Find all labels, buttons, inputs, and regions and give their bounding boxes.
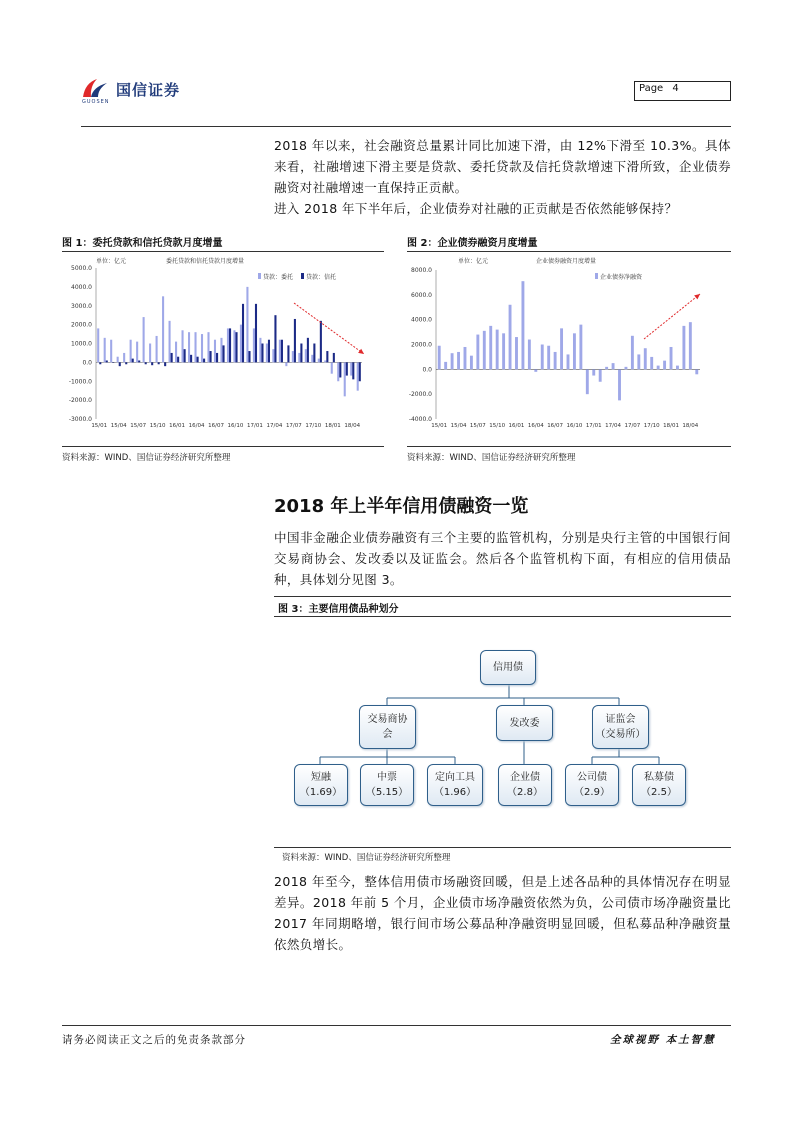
chart1-bar-entrusted	[188, 332, 190, 362]
figure2-source: 资料来源：WIND、国信证券经济研究所整理	[407, 453, 576, 463]
chart2-bar-bond	[579, 325, 582, 370]
chart1-bar-trust	[197, 357, 199, 363]
chart1-bar-trust	[326, 351, 328, 362]
chart1-bar-trust	[99, 362, 101, 364]
chart2-bar-bond	[676, 366, 679, 370]
chart1-bar-entrusted	[279, 340, 281, 363]
chart1-ytick-label: -1000.0	[68, 378, 92, 386]
figure1-top-rule	[62, 251, 384, 252]
chart2-bar-bond	[663, 361, 666, 370]
chart1-xtick-label: 17/01	[247, 423, 263, 429]
mtn-name: 中票	[377, 772, 397, 783]
chart1-bar-entrusted	[97, 328, 99, 362]
chart2-xtick-label: 18/01	[663, 423, 679, 429]
company-logo	[81, 74, 201, 104]
logo-en: GUOSEN	[82, 99, 110, 105]
chart1-bar-trust	[255, 304, 257, 363]
chart1-bar-entrusted	[233, 330, 235, 362]
chart1-bar-trust	[359, 362, 361, 381]
figure3-title: 图 3：主要信用债品种划分	[278, 604, 399, 615]
chart2-bar-bond	[464, 347, 467, 369]
chart1-bar-entrusted	[246, 287, 248, 363]
figure3-bottom-rule	[274, 847, 731, 848]
footer-disclaimer: 请务必阅读正文之后的免责条款部分	[62, 1034, 246, 1046]
figure2-title: 图 2：企业债券融资月度增量	[407, 238, 538, 249]
chart1-bar-trust	[184, 349, 186, 362]
short-term-bill-name: 短融	[311, 772, 331, 783]
chart1-bar-trust	[138, 360, 140, 362]
chart1-bar-entrusted	[350, 362, 352, 375]
figure3-top-rule	[274, 596, 731, 597]
node-ppn	[427, 764, 483, 806]
chart1-legend-swatch	[258, 273, 261, 279]
chart1-title: 委托贷款和信托贷款月度增量	[166, 258, 245, 265]
chart1-bar-entrusted	[292, 351, 294, 362]
chart1-legend-swatch	[301, 273, 304, 279]
node-corporate-bond	[565, 764, 619, 806]
chart1-bar-trust	[171, 353, 173, 362]
chart1-bar-entrusted	[214, 340, 216, 363]
chart1-ytick-label: 2000.0	[71, 321, 92, 329]
chart1-xtick-label: 15/07	[130, 423, 147, 429]
chart1-bar-trust	[346, 362, 348, 375]
figure3-title-rule	[274, 616, 731, 617]
chart1-ytick-label: 0.0	[82, 359, 92, 367]
chart2-xtick-label: 15/01	[431, 423, 448, 429]
chart2-xtick-label: 16/01	[508, 423, 525, 429]
chart1-bar-entrusted	[272, 349, 274, 362]
header-rule	[81, 126, 731, 127]
chart1-bar-trust	[164, 362, 166, 366]
chart1-bar-trust	[125, 362, 127, 364]
chart2-bar-bond	[438, 346, 441, 370]
chart1-xtick-label: 16/04	[188, 423, 205, 429]
chart1-bar-trust	[119, 362, 121, 366]
chart1-bar-entrusted	[162, 296, 164, 362]
chart1-bar-trust	[274, 315, 276, 362]
chart1-xtick-label: 18/01	[324, 423, 341, 429]
chart1-xtick-label: 17/04	[266, 423, 283, 429]
chart2-bar-bond	[682, 326, 685, 369]
chart2-bar-bond	[567, 354, 570, 369]
section-paragraph: 中国非金融企业债券融资有三个主要的监管机构，分别是央行主管的中国银行间交易商协会、发改委以及证监会。然后各个监管机构下面，有相应的信用债品种，具体划分见图 3。	[274, 530, 731, 587]
chart1-bar-entrusted	[240, 325, 242, 363]
node-nafmii-line2: 会	[382, 729, 393, 740]
chart1-bar-entrusted	[266, 344, 268, 363]
chart2-bar-bond	[554, 352, 557, 369]
corporate-bond-value: （2.9）	[574, 787, 610, 798]
chart1-trend-arrowhead	[358, 349, 364, 354]
node-csrc	[592, 705, 649, 749]
chart1-bar-entrusted	[259, 338, 261, 363]
chart2-title: 企业债券融资月度增量	[536, 258, 597, 265]
chart1-bar-trust	[229, 328, 231, 362]
chart2-ytick-label: 0.0	[422, 366, 432, 374]
chart2-bar-bond	[502, 333, 505, 369]
chart1-bar-entrusted	[117, 357, 119, 363]
chart2-bar-bond	[695, 369, 698, 374]
chart2-bar-bond	[618, 369, 621, 400]
chart1-bar-entrusted	[227, 328, 229, 362]
chart2-unit-label: 单位：亿元	[458, 258, 489, 265]
chart1-bar-trust	[313, 344, 315, 363]
chart1-bar-trust	[333, 353, 335, 362]
chart2-ytick-label: 6000.0	[411, 291, 432, 299]
chart2-bar-bond	[586, 369, 589, 394]
chart1-bar-trust	[223, 345, 225, 362]
chart1-bar-entrusted	[305, 349, 307, 362]
chart2-bar-bond	[483, 331, 486, 369]
chart1-bar-entrusted	[337, 362, 339, 381]
chart1-bar-entrusted	[298, 353, 300, 362]
chart2-bar-bond	[521, 281, 524, 369]
node-credit-bond-label: 信用债	[493, 662, 523, 673]
chart2-bar-bond	[650, 357, 653, 369]
private-bond-value: （2.5）	[641, 787, 677, 798]
chart1-bar-trust	[158, 362, 160, 364]
intro-paragraph-2: 进入 2018 年下半年后，企业债券对社融的正贡献是否依然能够保持？	[274, 201, 678, 216]
figure1-bottom-rule	[62, 446, 384, 447]
chart1-bar-trust	[203, 359, 205, 363]
chart2-xtick-label: 16/07	[547, 423, 564, 429]
chart1-bar-trust	[339, 362, 341, 377]
chart1-xtick-label: 16/10	[227, 423, 244, 429]
chart2-bar-bond	[476, 335, 479, 370]
chart2-legend-swatch	[595, 273, 598, 279]
chart2-ytick-label: 2000.0	[411, 341, 432, 349]
chart1-trend-arrow	[294, 303, 364, 354]
chart2-bar-bond	[599, 369, 602, 381]
chart1-bar-entrusted	[110, 340, 112, 363]
chart2-ytick-label: 8000.0	[411, 267, 432, 274]
chart2-xtick-label: 18/04	[682, 423, 699, 429]
chart2-bar-bond	[631, 336, 634, 370]
chart1-bar-entrusted	[344, 362, 346, 396]
chart1-bar-trust	[190, 355, 192, 363]
chart2-xtick-label: 15/07	[469, 423, 486, 429]
chart1-bar-trust	[352, 362, 354, 379]
node-enterprise-bond	[498, 764, 552, 806]
ppn-name: 定向工具	[435, 772, 475, 783]
page-number-box	[634, 81, 731, 101]
chart1-ytick-label: 5000.0	[71, 265, 92, 272]
chart2-bar-bond	[605, 367, 608, 369]
chart1-bar-trust	[307, 338, 309, 363]
chart2-bar-bond	[592, 369, 595, 375]
chart2-ytick-label: 4000.0	[411, 316, 432, 324]
chart2-ytick-label: -2000.0	[408, 391, 432, 399]
chart1-xtick-label: 16/07	[208, 423, 224, 429]
chart2-bar-bond	[644, 348, 647, 369]
chart2-bar-bond	[444, 362, 447, 369]
chart1-bar-entrusted	[311, 355, 313, 363]
chart1-ytick-label: 3000.0	[71, 302, 92, 310]
chart2-xtick-label: 16/10	[566, 423, 583, 429]
chart1-bar-entrusted	[357, 362, 359, 390]
chart1-bar-trust	[281, 340, 283, 363]
closing-paragraph: 2018 年至今，整体信用债市场融资回暖，但是上述各品种的具体情况存在明显差异。2018 年前 5 个月，企业债市场净融资依然为负，公司债市场净融资量比 2017 年同期略增，银行间市场公募品种净融资明显回暖，但私募品种净融资量依然负增长。	[274, 874, 731, 952]
chart2-svg	[400, 253, 731, 441]
chart1-bar-trust	[320, 321, 322, 363]
node-credit-bond	[480, 650, 536, 685]
chart1-bar-trust	[132, 359, 134, 363]
chart2-bar-bond	[625, 367, 628, 369]
node-mtn	[360, 764, 414, 806]
logo-mark-icon	[81, 77, 109, 99]
mtn-value: （5.15）	[365, 787, 409, 798]
node-csrc-line2: （交易所）	[595, 729, 646, 740]
chart1-xtick-label: 17/10	[305, 423, 322, 429]
chart1-bar-entrusted	[318, 359, 320, 363]
chart1-bar-entrusted	[201, 334, 203, 362]
node-nafmii	[359, 705, 416, 749]
node-short-term-bill	[294, 764, 348, 806]
chart2-xtick-label: 17/07	[624, 423, 641, 429]
chart1-legend-label: 贷款：委托	[263, 274, 294, 281]
chart2-bar-bond	[534, 369, 537, 371]
chart1-bar-trust	[210, 351, 212, 362]
ppn-value: （1.96）	[433, 787, 477, 798]
chart1-bar-entrusted	[285, 362, 287, 366]
chart2-bar-bond	[689, 322, 692, 369]
chart2-bar-bond	[560, 328, 563, 369]
chart1-bar-trust	[248, 351, 250, 362]
chart1-unit-label: 单位：亿元	[96, 258, 127, 265]
chart1-bar-entrusted	[175, 342, 177, 363]
chart1-bar-entrusted	[143, 317, 145, 362]
chart2-bar-bond	[528, 340, 531, 370]
chart2-xtick-label: 16/04	[527, 423, 544, 429]
chart1-bar-entrusted	[220, 338, 222, 363]
figure2-top-rule	[407, 251, 731, 252]
intro-paragraph-1: 2018 年以来，社会融资总量累计同比加速下滑，由 12%下滑至 10.3%。具体来看，社融增速下滑主要是贷款、委托贷款及信托贷款增速下滑所致，企业债券融资对社融增速一直保持正贡献。	[274, 138, 731, 195]
chart2-bar-bond	[547, 346, 550, 370]
chart2-bar-bond	[541, 345, 544, 370]
chart2-bar-bond	[496, 330, 499, 370]
chart1-bar-trust	[216, 353, 218, 362]
private-bond-name: 私募债	[644, 772, 674, 783]
chart2-legend-label: 企业债券净融资	[600, 274, 643, 281]
chart2-bar-bond	[515, 337, 518, 369]
chart1-xtick-label: 15/10	[149, 423, 166, 429]
chart2-ytick-label: -4000.0	[408, 416, 432, 423]
chart1-ytick-label: 1000.0	[71, 340, 92, 348]
figure1-source: 资料来源：WIND、国信证券经济研究所整理	[62, 453, 231, 463]
chart1-bar-entrusted	[182, 330, 184, 362]
chart2-bar-bond	[573, 333, 576, 369]
page-number: 4	[672, 83, 679, 94]
node-nafmii-line1: 交易商协	[367, 714, 408, 725]
logo-cn: 国信证券	[116, 81, 181, 99]
chart1-ytick-label: 4000.0	[71, 283, 92, 291]
chart1-bar-trust	[268, 340, 270, 363]
chart1-bar-entrusted	[136, 342, 138, 363]
chart2-bar-bond	[489, 326, 492, 369]
chart2-trend-arrowhead	[694, 294, 700, 299]
chart2-xtick-label: 15/10	[489, 423, 506, 429]
chart1-bar-entrusted	[331, 362, 333, 373]
chart1-bar-trust	[145, 362, 147, 364]
chart1-bar-trust	[300, 344, 302, 363]
chart1-bar-entrusted	[324, 360, 326, 362]
chart1-xtick-label: 15/04	[110, 423, 127, 429]
chart2-bar-bond	[612, 363, 615, 369]
node-ndrc-label: 发改委	[509, 717, 540, 729]
figure3-source: 资料来源：WIND、国信证券经济研究所整理	[282, 853, 451, 863]
chart1-bar-entrusted	[156, 336, 158, 362]
chart1-bar-entrusted	[207, 332, 209, 362]
chart2-bar-bond	[637, 354, 640, 369]
chart1-bar-entrusted	[169, 321, 171, 363]
chart1-bar-entrusted	[123, 353, 125, 362]
chart2-bar-bond	[657, 366, 660, 370]
chart1-bar-trust	[177, 357, 179, 363]
chart2-bar-bond	[470, 356, 473, 370]
chart1-bar-trust	[287, 345, 289, 362]
chart1-svg	[62, 253, 384, 441]
chart2-bar-bond	[509, 305, 512, 370]
chart1-bar-trust	[242, 304, 244, 363]
chart1-bar-trust	[112, 362, 114, 363]
node-private-bond	[632, 764, 686, 806]
credit-bond-tree	[274, 620, 731, 845]
chart1-xtick-label: 15/01	[91, 423, 108, 429]
short-term-bill-value: （1.69）	[299, 787, 343, 798]
figure2-bottom-rule	[407, 446, 731, 447]
chart1-legend-label: 贷款：信托	[306, 274, 337, 281]
chart1-bar-trust	[294, 319, 296, 362]
chart1-bar-trust	[261, 344, 263, 363]
chart2-bar-bond	[670, 347, 673, 369]
corporate-bond-name: 公司债	[577, 772, 607, 783]
chart2-xtick-label: 17/04	[605, 423, 622, 429]
chart2-xtick-label: 15/04	[450, 423, 467, 429]
node-csrc-line1: 证监会	[605, 714, 636, 725]
section-heading: 2018 年上半年信用债融资一览	[274, 496, 529, 517]
chart1-xtick-label: 17/07	[285, 423, 302, 429]
enterprise-bond-value: （2.8）	[507, 787, 543, 798]
figure1-title: 图 1：委托贷款和信托贷款月度增量	[62, 238, 223, 249]
node-ndrc	[496, 705, 553, 741]
chart1-bar-entrusted	[104, 338, 106, 363]
chart2-bar-bond	[457, 352, 460, 369]
chart1-xtick-label: 16/01	[169, 423, 186, 429]
chart1-ytick-label: -3000.0	[68, 416, 92, 423]
chart2-xtick-label: 17/01	[585, 423, 602, 429]
footer-rule	[62, 1025, 731, 1026]
chart1-bar-trust	[235, 332, 237, 362]
chart1-bar-entrusted	[194, 332, 196, 362]
chart1-bar-entrusted	[130, 340, 132, 363]
chart1-bar-trust	[151, 362, 153, 365]
chart1-bar-entrusted	[149, 344, 151, 363]
page-label: Page	[639, 83, 664, 94]
chart1-bar-trust	[106, 360, 108, 362]
footer-slogan: 全球视野 本土智慧	[610, 1034, 716, 1046]
chart2-xtick-label: 17/10	[643, 423, 660, 429]
chart1-xtick-label: 18/04	[344, 423, 361, 429]
enterprise-bond-name: 企业债	[510, 772, 540, 783]
chart2-bar-bond	[451, 353, 454, 369]
chart1-ytick-label: -2000.0	[68, 397, 92, 405]
chart1-bar-entrusted	[253, 328, 255, 362]
